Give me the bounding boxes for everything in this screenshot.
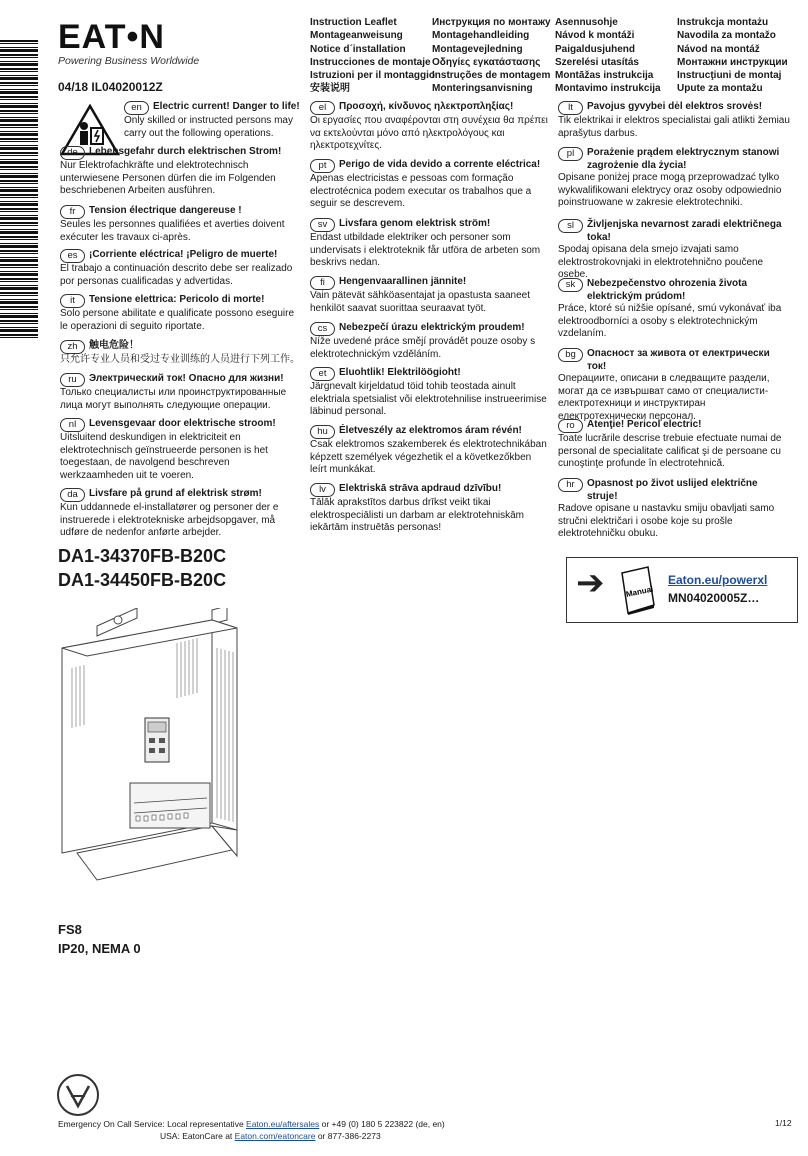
aftersales-link[interactable]: Eaton.eu/aftersales [246,1119,320,1129]
lang-tag: cs [310,322,335,336]
warning-title: Электрический ток! Опасно для жизни! [89,373,284,384]
title-item: Instruções de montagem [432,70,551,82]
warning-title: Livsfare på grund af elektrisk strøm! [89,488,262,499]
lang-tag: ro [558,419,583,433]
title-item: Upute za montažu [677,83,763,95]
warning-hr [558,478,790,541]
titles-col-3 [555,16,661,96]
warning-body: Tālāk aprakstītos darbus drīkst veikt tikai elektrospeciālisti un darbam ar elektrotehniskām iekārtām instruētās personas! [310,497,524,534]
warning-body: Opisane poniżej prace mogą przeprowadzać tylko wykwalifikowani elektrycy oraz osoby odpowiednio poinstruowane w zakresie elektrotechniki. [558,172,782,209]
warning-en [60,101,300,140]
lang-tag: de [60,146,85,160]
warning-body: Järgnevalt kirjeldatud töid tohib teostada ainult elektriala spetsialist või elektrotehnilise instrueerimise läbinud personal. [310,381,547,418]
warning-fr [60,205,300,244]
lang-tag: sv [310,218,335,232]
titles-col-4 [677,16,788,96]
lang-tag: pl [558,147,583,161]
eaton-logo: EAT•N [58,18,165,56]
warning-body: Only skilled or instructed persons may carry out the following operations. [124,115,293,139]
warning-body: Операциите, описани в следващите раздели, могат да се извършват само от специалисти-електротехници и инструктиран електротехнически персонал. [558,373,770,422]
warning-title: Pavojus gyvybei dėl elektros srovės! [587,101,763,112]
warning-hu [310,425,550,477]
warning-body: Οι εργασίες που αναφέρονται στη συνέχεια θα πρέπει να εκτελούνται μόνο από ηλεκτρολόγους και ηλεκτροτεχνίτες. [310,115,548,152]
warning-body: Только специалисты или проинструктированные лица могут выполнять следующие операции. [60,387,287,411]
manual-number: MN04020005Z… [668,591,760,605]
warning-pt [310,159,550,211]
warning-da [60,488,300,540]
warning-title: 触电危险！ [89,340,139,351]
lang-tag: pt [310,159,335,173]
warning-pl [558,147,790,210]
warning-body: Seules les personnes qualifiées et averties doivent exécuter les travaux ci-après. [60,219,285,243]
warning-es [60,249,300,288]
warning-title: Опасност за живота от електрически ток! [587,348,770,372]
device-illustration [52,608,302,908]
warning-sl [558,219,790,282]
lang-tag: ru [60,373,85,387]
warning-body: Uitsluitend deskundigen in elektriciteit en elektrotechnisch geïnstrueerde personen is het toegestaan, de navolgend beschreven werkzaamheden uit te voeren. [60,432,268,481]
lang-tag: fi [310,276,335,290]
title-item: Instrucţiuni de montaj [677,70,782,82]
warning-body: Níže uvedené práce smějí provádět pouze osoby s elektrotechnickým vzděláním. [310,336,536,360]
lang-tag: bg [558,348,583,362]
manual-book-icon [618,565,658,615]
footer-text: or +49 (0) 180 5 223822 (de, en) [319,1119,445,1129]
warning-body: Solo persone abilitate e qualificate possono eseguire le operazioni di seguito riportate. [60,308,295,332]
barcode [0,40,38,340]
title-item: Montageanweisung [310,30,403,42]
lang-tag: lt [558,101,583,115]
warning-title: Življenjska nevarnost zaradi električnega toka! [587,219,782,243]
warning-body: Radove opisane u nastavku smiju obavljati samo stručni električari i osobe koje su prošle elektrotehničku obuku. [558,503,775,540]
warning-title: Atenţie! Pericol electric! [587,419,702,430]
title-item: Instrukcja montażu [677,17,769,28]
lang-tag: da [60,488,85,502]
title-item: Instruction Leaflet [310,17,397,28]
warning-bg [558,348,790,424]
footer-text: Emergency On Call Service: Local representative [58,1119,247,1129]
warning-nl [60,418,300,482]
warning-de [60,146,300,198]
warning-title: Προσοχή, κίνδυνος ηλεκτροπληξίας! [339,101,514,112]
title-item: Инструкция по монтажу [432,17,551,28]
footer-text: USA: EatonCare at [160,1131,235,1141]
warning-body: Vain pätevät sähköasentajat ja opastusta saaneet henkilöt saavat suorittaa seuraavat työt. [310,290,530,314]
warning-body: Spodaj opisana dela smejo izvajati samo elektrostrokovnjaki in elektrotehnično poučene osebe. [558,244,764,281]
title-item: Monteringsanvisning [432,83,533,95]
warning-lv [310,483,550,535]
title-item: Οδηγίες εγκατάστασης [432,56,541,68]
title-item: Montagehandleiding [432,30,530,42]
manual-book-label: Manual [625,584,655,599]
lang-tag: en [124,101,149,115]
warning-et [310,367,550,419]
warning-zh [60,340,300,367]
document-number: 04/18 IL04020012Z [58,80,163,94]
title-item: Montāžas instrukcija [555,70,654,82]
lang-tag: et [310,367,335,381]
warning-title: Életveszély az elektromos áram révén! [339,425,522,436]
product-model-2: DA1-34450FB-B20C [58,570,227,590]
warning-sk [558,278,790,341]
tagline: Powering Business Worldwide [58,55,200,67]
title-item: Paigaldusjuhend [555,43,636,55]
lang-tag: lv [310,483,335,497]
warning-el [310,101,550,153]
lang-tag: el [310,101,335,115]
warning-title: Elektriskā strāva apdraud dzīvību! [339,483,502,494]
warning-body: Nur Elektrofachkräfte und elektrotechnisch unterwiesene Personen dürfen die im Folgenden beschriebenen Arbeiten ausführen. [60,160,276,197]
title-item: Szerelési utasítás [555,56,639,68]
warning-title: Livsfara genom elektrisk ström! [339,218,491,229]
certification-mark-icon [55,1072,101,1118]
lang-tag: nl [60,418,85,432]
warning-title: Levensgevaar door elektrische stroom! [89,418,276,429]
powerxl-link[interactable]: Eaton.eu/powerxl [668,573,768,587]
warning-lt [558,101,790,140]
footer-line-1 [58,1118,445,1130]
page-number: 1/12 [775,1118,792,1128]
lang-tag: sk [558,278,583,292]
arrow-right-icon: ➔ [576,564,605,602]
lang-tag: hr [558,478,583,492]
title-item: Asennusohje [555,17,618,28]
warning-body: El trabajo a continuación descrito debe ser realizado por personas cualificadas y advertidas. [60,263,293,287]
titles-col-2 [432,16,551,96]
warning-body: Csak elektromos szakemberek és elektrotechnikában képzett személyek végezhetik el a következőkben leírt munkákat. [310,439,547,476]
warning-body: Toate lucrările descrise trebuie efectuate numai de personal de specialitate calificat şi de persoane cu cunoştinţe profunde în electrotehnică. [558,433,782,470]
warning-fi [310,276,550,315]
warning-title: Tensione elettrica: Pericolo di morte! [89,294,265,305]
warning-title: Nebezpečí úrazu elektrickým proudem! [339,322,525,333]
warning-ro [558,419,790,471]
warning-body: Kun uddannede el-installatører og personer der e instruerede i elektrotekniske arbejdsopgaver, må udføre de nedenfor anførte arbejder. [60,502,279,539]
title-item: Montagevejledning [432,43,523,55]
warning-title: Nebezpečenstvo ohrozenia života elektrickým prúdom! [587,278,748,302]
warning-body: Endast utbildade elektriker och personer som undervisats i elektroteknik får utföra de arbeten som beskrivs nedan. [310,232,541,269]
title-item: Notice d´installation [310,43,406,55]
warning-title: Opasnost po život uslijed električne struje! [587,478,758,502]
warning-title: Lebensgefahr durch elektrischen Strom! [89,146,282,157]
title-item: Instrucciones de montaje [310,56,431,68]
warning-title: Eluohtlik! Elektrilöögioht! [339,367,461,378]
frame-size: FS8 [58,922,82,937]
warning-body: 只允许专业人员和受过专业训练的人员进行下列工作。 [60,354,300,365]
lang-tag: es [60,249,85,263]
warning-title: Tension électrique dangereuse ! [89,205,242,216]
warning-title: ¡Corriente eléctrica! ¡Peligro de muerte! [89,249,278,260]
lang-tag: hu [310,425,335,439]
footer-text: or 877-386-2273 [315,1131,381,1141]
title-item: Návod na montáž [677,43,760,55]
title-item: Navodila za montažo [677,30,776,42]
warning-cs [310,322,550,361]
warning-title: Porażenie prądem elektrycznym stanowi zagrożenie dla życia! [587,147,780,171]
warning-it [60,294,300,333]
warning-sv [310,218,550,270]
warning-ru [60,373,300,412]
titles-col-1 [310,16,435,96]
title-item: Návod k montáži [555,30,635,42]
product-model-1: DA1-34370FB-B20C [58,546,227,566]
protection-class: IP20, NEMA 0 [58,941,141,956]
warning-title: Electric current! Danger to life! [153,101,300,112]
lang-tag: it [60,294,85,308]
warning-body: Apenas electricistas e pessoas com formação electrotécnica podem executar os trabalhos que a seguir se descrevem. [310,173,532,210]
title-item: Montavimo instrukcija [555,83,661,95]
eatoncare-link[interactable]: Eaton.com/eatoncare [234,1131,316,1141]
warning-body: Tik elektrikai ir elektros specialistai gali atlikti žemiau aprašytus darbus. [558,115,790,139]
warning-body: Práce, ktoré sú nižšie opísané, smú vykonávať iba elektroodborníci a osoby s elektrotechnickým vzdelaním. [558,303,782,340]
footer-line-2 [160,1130,381,1142]
keypad [145,718,169,762]
title-item: Istruzioni per il montaggio [310,70,435,82]
lang-tag: sl [558,219,583,233]
lang-tag: zh [60,340,85,354]
title-item: Монтажни инструкции [677,56,788,68]
title-item: 安装说明 [310,83,350,95]
warning-title: Hengenvaarallinen jännite! [339,276,467,287]
warning-title: Perigo de vida devido a corrente eléctrica! [339,159,541,170]
lang-tag: fr [60,205,85,219]
